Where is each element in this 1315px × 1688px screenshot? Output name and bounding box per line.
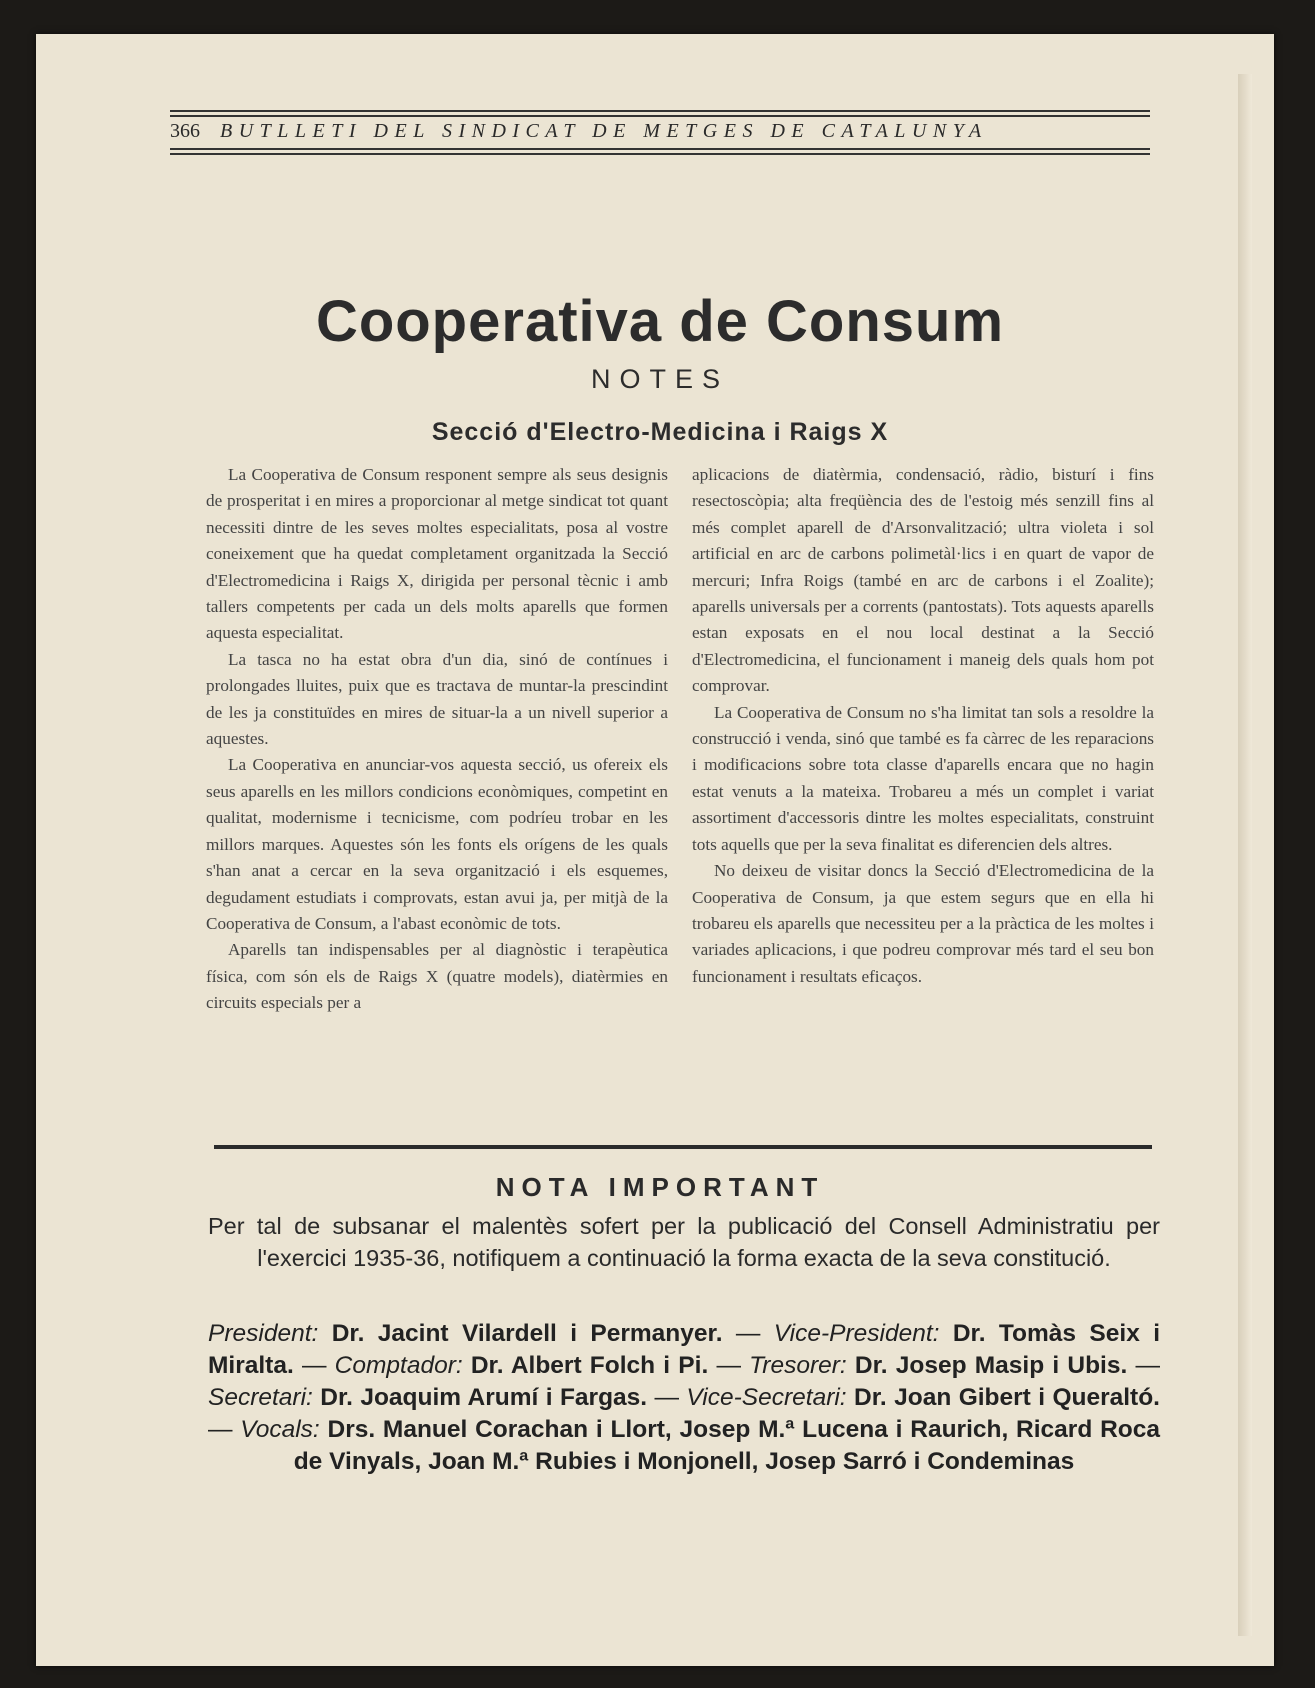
role-label: President: [208,1320,319,1347]
paragraph: La Cooperativa de Consum no s'ha limitat tan sols a resoldre la construcció i venda, sinó que també es fa càrrec de les reparacions i modificacions sobre tota classe d'aparells encara que no hagin estat venuts a la mateixa. Trobareu a més un complet i variat assortiment d'accessoris dintre les moltes especialitats, construint tots aquells que per la seva finalitat es diferencien dels altres. [692,702,1154,854]
member-name: Drs. Manuel Corachan i Llort, Josep M.ª Lucena i Raurich, Ricard Roca de Vinyals, Joan M.ª Rubies i Monjonell, Josep Sarró i Condeminas [293,1416,1160,1475]
role-label: Tresorer: [749,1352,847,1379]
member-name: Dr. Jacint Vilardell i Permanyer. [331,1320,723,1347]
paragraph: La Cooperativa de Consum responent sempre als seus designis de prosperitat i en mires a proporcionar al metge sindicat tot quant necessiti dintre de les seves moltes especialitats, posa al vostre coneixement que ha quedat completament organitzada la Secció d'Electromedicina i Raigs X, dirigida per personal tècnic i amb tallers competents per cada un dels molts aparells que formen aquesta especialitat. [206,465,668,643]
page-number: 366 [170,120,200,142]
section-heading: Secció d'Electro-Medicina i Raigs X [431,418,889,446]
right-column [692,462,1154,990]
paragraph: aplicacions de diatèrmia, condensació, ràdio, bisturí i fins resectoscòpia; alta freqüència des de l'estoig més senzill fins al més complet aparell de d'Arsonvalització; ultra violeta i sol artificial en arc de carbons polimetàl·lics i en quart de vapor de mercuri; Infra Roigs (també en arc de carbons i el Zoalite); aparells universals per a corrents (pantostats). Tots aquests aparells estan exposats en el nou local destinat a la Secció d'Electromedicina, el funcionament i maneig dels quals hom pot comprovar. [692,465,1154,696]
paragraph: La Cooperativa en anunciar-vos aquesta secció, us ofereix els seus aparells en les millors condicions econòmiques, competint en qualitat, modernisme i tecnicisme, com podríeu trobar en les millors marques. Aquestes són les fonts els orígens de les quals s'han anat a cercar en la seva organització i els esquemes, degudament estudiats i comprovats, estan avui ja, per mitjà de la Cooperativa de Consum, a l'abast econòmic de tots. [206,755,668,933]
header-rule-top [170,110,1150,118]
page-edge [1238,74,1252,1636]
section-divider [214,1145,1152,1149]
member-name: Dr. Josep Masip i Ubis. [854,1352,1128,1379]
article-title: Cooperativa de Consum [315,289,1005,354]
member-name: Dr. Joaquim Arumí i Fargas. [320,1384,648,1411]
left-column [206,462,668,1017]
role-label: Comptador: [334,1352,463,1379]
member-name: Dr. Joan Gibert i Queraltó. [854,1384,1160,1411]
role-label: Secretari: [208,1384,313,1411]
role-label: Vice-President: [773,1320,940,1347]
journal-title: BUTLLETI DEL SINDICAT DE METGES DE CATALUNYA [220,120,988,142]
member-name: Dr. Albert Folch i Pi. [470,1352,709,1379]
role-label: Vocals: [240,1416,320,1443]
running-header [170,110,1150,156]
council-list: President: Dr. Jacint Vilardell i Permanyer. — Vice-President: Dr. Tomàs Seix i Miralta. — Comptador: Dr. Albert Folch i Pi. — Tresorer: Dr. Josep Masip i Ubis. — Secretari: Dr. Joaquim Arumí i Fargas. — Vice-Secretari: Dr. Joan Gibert i Queraltó. — Vocals: Drs. Manuel Corachan i Llort, Josep M.ª Lucena i Raurich, Ricard Roca de Vinyals, Joan M.ª Rubies i Monjonell, Josep Sarró i Condeminas [208,1320,1161,1475]
paragraph: La tasca no ha estat obra d'un dia, sinó de contínues i prolongades lluites, puix que es tractava de muntar-la prescindint de les ja constituïdes en mires de situar-la a un nivell superior a aquestes. [206,649,668,749]
notice-body: Per tal de subsanar el malentès sofert per la publicació del Consell Administratiu per l'exercici 1935-36, notifiquem a continuació la forma exacta de la seva constitució. [208,1213,1160,1271]
role-label: Vice-Secretari: [686,1384,847,1411]
notice-heading: NOTA IMPORTANT [495,1172,825,1202]
member-name: Dr. Tomàs Seix i Miralta. [208,1320,1161,1379]
paragraph: No deixeu de visitar doncs la Secció d'Electromedicina de la Cooperativa de Consum, ja que estem segurs que en ella hi trobareu els aparells que necessiteu per a la pràctica de les moltes i variades aplicacions, i que podreu comprovar més tard el seu bon funcionament i resultats eficaços. [692,861,1154,986]
article-subtitle: NOTES [590,364,729,394]
header-rule-bottom [170,148,1150,156]
paragraph: Aparells tan indispensables per al diagnòstic i terapèutica física, com són els de Raigs X (quatre models), diatèrmies en circuits especials per a [206,940,668,1013]
